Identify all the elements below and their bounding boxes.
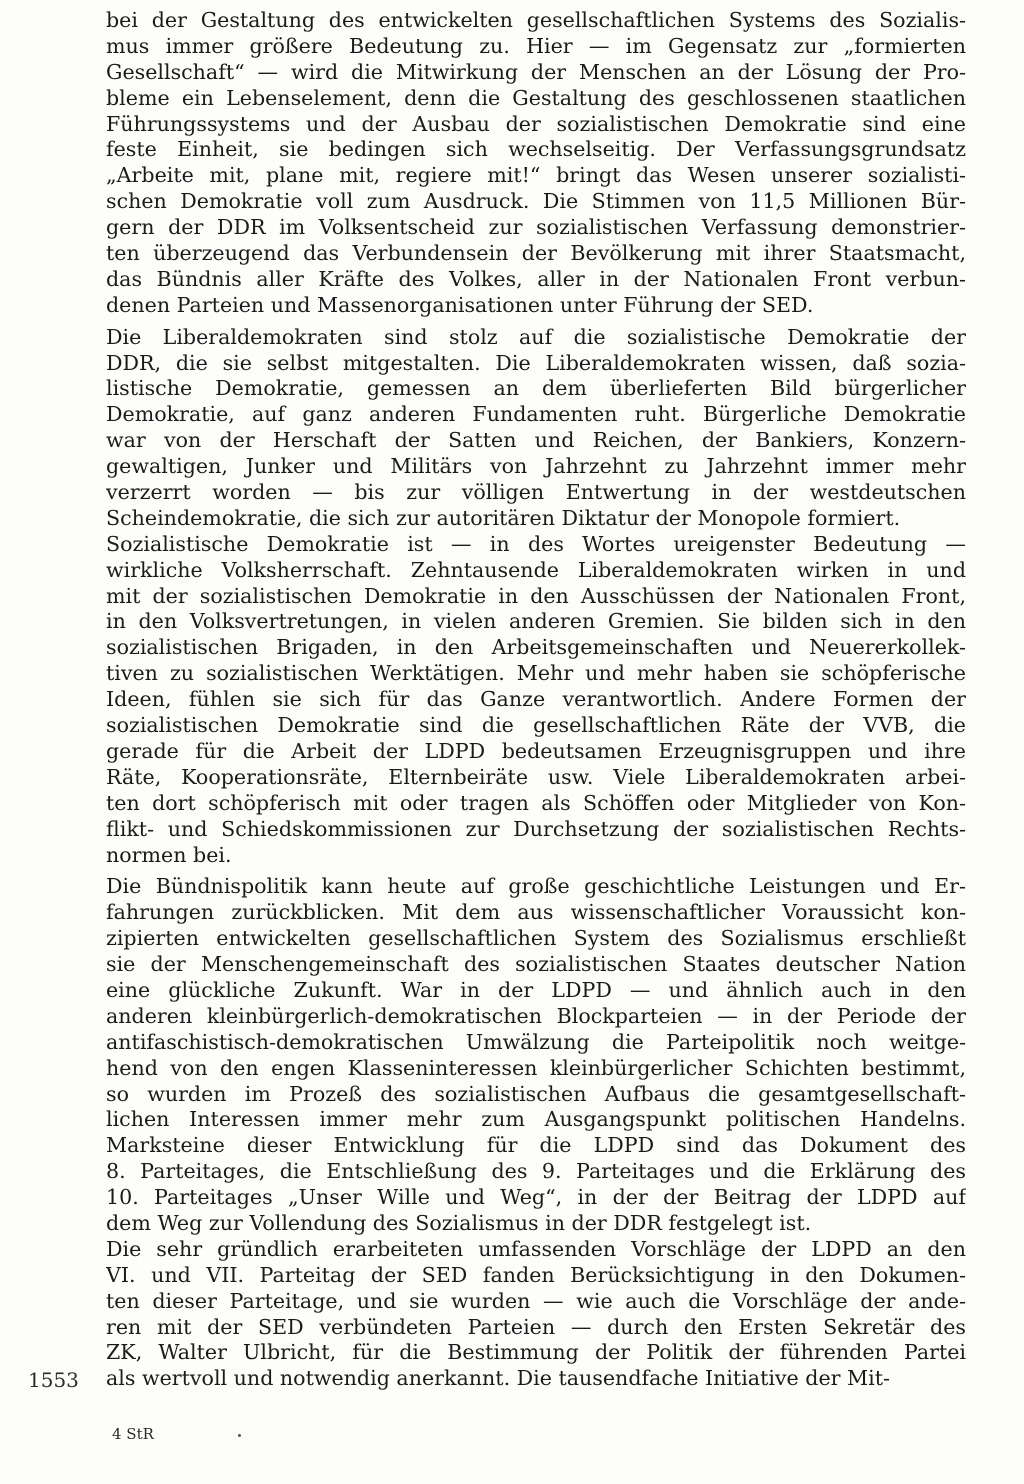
text-line: tiven zu sozialistischen Werktätigen. Mehr und mehr haben sie schöpferische	[106, 661, 966, 686]
paragraph	[106, 8, 966, 319]
text-line: Sozialistische Demokratie ist — in des Wortes ureigenster Bedeutung —	[106, 531, 966, 556]
text-line: anderen kleinbürgerlich-demokratischen Blockparteien — in der Periode der	[106, 1003, 966, 1028]
text-line: wirkliche Volksherrschaft. Zehntausende Liberaldemokraten wirken in und	[106, 557, 966, 582]
text-line: Ideen, fühlen sie sich für das Ganze verantwortlich. Andere Formen der	[106, 687, 966, 712]
paragraph	[106, 874, 966, 1236]
text-line: schen Demokratie voll zum Ausdruck. Die Stimmen von 11,5 Millionen Bür-	[106, 189, 966, 214]
text-line: gewaltigen, Junker und Militärs von Jahrzehnt zu Jahrzehnt immer mehr	[106, 454, 966, 479]
text-line: das Bündnis aller Kräfte des Volkes, aller in der Nationalen Front verbun-	[106, 266, 966, 291]
paragraph	[106, 325, 966, 532]
text-line: sozialistischen Brigaden, in den Arbeitsgemeinschaften und Neuererkollek-	[106, 635, 966, 660]
text-line: denen Parteien und Massenorganisationen unter Führung der SED.	[106, 292, 814, 317]
text-line: Die sehr gründlich erarbeiteten umfassenden Vorschläge der LDPD an den	[106, 1236, 966, 1261]
text-line: mus immer größere Bedeutung zu. Hier — im Gegensatz zur „formierten	[106, 33, 966, 58]
text-line: „Arbeite mit, plane mit, regiere mit!“ bringt das Wesen unserer sozialisti-	[106, 163, 966, 188]
text-line: flikt- und Schiedskommissionen zur Durchsetzung der sozialistischen Rechts-	[106, 816, 966, 841]
printer-signature: 4 StR	[112, 1425, 154, 1443]
text-line: Räte, Kooperationsräte, Elternbeiräte usw. Viele Liberaldemokraten arbei-	[106, 764, 966, 789]
text-line: sie der Menschengemeinschaft des sozialistischen Staates deutscher Nation	[106, 952, 966, 977]
text-line: in den Volksvertretungen, in vielen anderen Gremien. Sie bilden sich in den	[106, 609, 966, 634]
text-line: lichen Interessen immer mehr zum Ausgangspunkt politischen Handelns.	[106, 1107, 966, 1132]
text-line: als wertvoll und notwendig anerkannt. Die tausendfache Initiative der Mit-	[106, 1366, 890, 1391]
text-line: gerade für die Arbeit der LDPD bedeutsamen Erzeugnisgruppen und ihre	[106, 738, 966, 763]
text-line: normen bei.	[106, 842, 232, 867]
text-line: listische Demokratie, gemessen an dem überlieferten Bild bürgerlicher	[106, 376, 966, 401]
text-line: bei der Gestaltung des entwickelten gesellschaftlichen Systems des Sozialis-	[106, 8, 966, 32]
text-line: gern der DDR im Volksentscheid zur sozialistischen Verfassung demonstrier-	[106, 215, 966, 240]
text-line: dem Weg zur Vollendung des Sozialismus in der DDR festgelegt ist.	[106, 1210, 812, 1235]
text-line: antifaschistisch-demokratischen Umwälzung die Parteipolitik noch weitge-	[106, 1029, 966, 1054]
print-speck	[238, 1434, 241, 1437]
text-line: sozialistischen Demokratie sind die gesellschaftlichen Räte der VVB, die	[106, 713, 966, 738]
text-line: Die Liberaldemokraten sind stolz auf die sozialistische Demokratie der	[106, 324, 966, 349]
text-line: ZK, Walter Ulbricht, für die Bestimmung der Politik der führenden Partei	[106, 1340, 966, 1365]
text-line: verzerrt worden — bis zur völligen Entwertung in der westdeutschen	[106, 480, 966, 505]
paragraph	[106, 1237, 966, 1392]
text-line: 8. Parteitages, die Entschließung des 9. Parteitages und die Erklärung des	[106, 1159, 966, 1184]
text-line: Demokratie, auf ganz anderen Fundamenten ruht. Bürgerliche Demokratie	[106, 402, 966, 427]
text-line: war von der Herschaft der Satten und Reichen, der Bankiers, Konzern-	[106, 428, 966, 453]
text-line: so wurden im Prozeß des sozialistischen Aufbaus die gesamtgesellschaft-	[106, 1081, 966, 1106]
text-line: eine glückliche Zukunft. War in der LDPD — und ähnlich auch in den	[106, 977, 966, 1002]
text-line: hend von den engen Klasseninteressen kleinbürgerlicher Schichten bestimmt,	[106, 1055, 966, 1080]
body-text	[106, 8, 966, 1392]
text-line: 10. Parteitages „Unser Wille und Weg“, in der der Beitrag der LDPD auf	[106, 1185, 966, 1210]
text-line: bleme ein Lebenselement, denn die Gestaltung des geschlossenen staatlichen	[106, 85, 966, 110]
text-line: Gesellschaft“ — wird die Mitwirkung der Menschen an der Lösung der Pro-	[106, 59, 966, 84]
text-line: ren mit der SED verbündeten Parteien — durch den Ersten Sekretär des	[106, 1314, 966, 1339]
text-line: Führungssystems und der Ausbau der sozialistischen Demokratie sind eine	[106, 111, 966, 136]
text-line: feste Einheit, sie bedingen sich wechselseitig. Der Verfassungsgrundsatz	[106, 137, 966, 162]
text-line: Marksteine dieser Entwicklung für die LDPD sind das Dokument des	[106, 1133, 966, 1158]
text-line: ten überzeugend das Verbundensein der Bevölkerung mit ihrer Staatsmacht,	[106, 241, 966, 266]
text-line: Scheindemokratie, die sich zur autoritären Diktatur der Monopole formiert.	[106, 505, 901, 530]
paragraph	[106, 532, 966, 869]
text-line: ten dort schöpferisch mit oder tragen als Schöffen oder Mitglieder von Kon-	[106, 790, 966, 815]
page-number: 1553	[28, 1368, 79, 1392]
text-line: VI. und VII. Parteitag der SED fanden Berücksichtigung in den Dokumen-	[106, 1262, 966, 1287]
text-line: fahrungen zurückblicken. Mit dem aus wissenschaftlicher Voraussicht kon-	[106, 900, 966, 925]
text-line: Die Bündnispolitik kann heute auf große geschichtliche Leistungen und Er-	[106, 874, 966, 899]
text-line: mit der sozialistischen Demokratie in den Ausschüssen der Nationalen Front,	[106, 583, 966, 608]
text-line: ten dieser Parteitage, und sie wurden — wie auch die Vorschläge der ande-	[106, 1288, 966, 1313]
text-line: zipierten entwickelten gesellschaftlichen System des Sozialismus erschließt	[106, 926, 966, 951]
text-line: DDR, die sie selbst mitgestalten. Die Liberaldemokraten wissen, daß sozia-	[106, 350, 966, 375]
